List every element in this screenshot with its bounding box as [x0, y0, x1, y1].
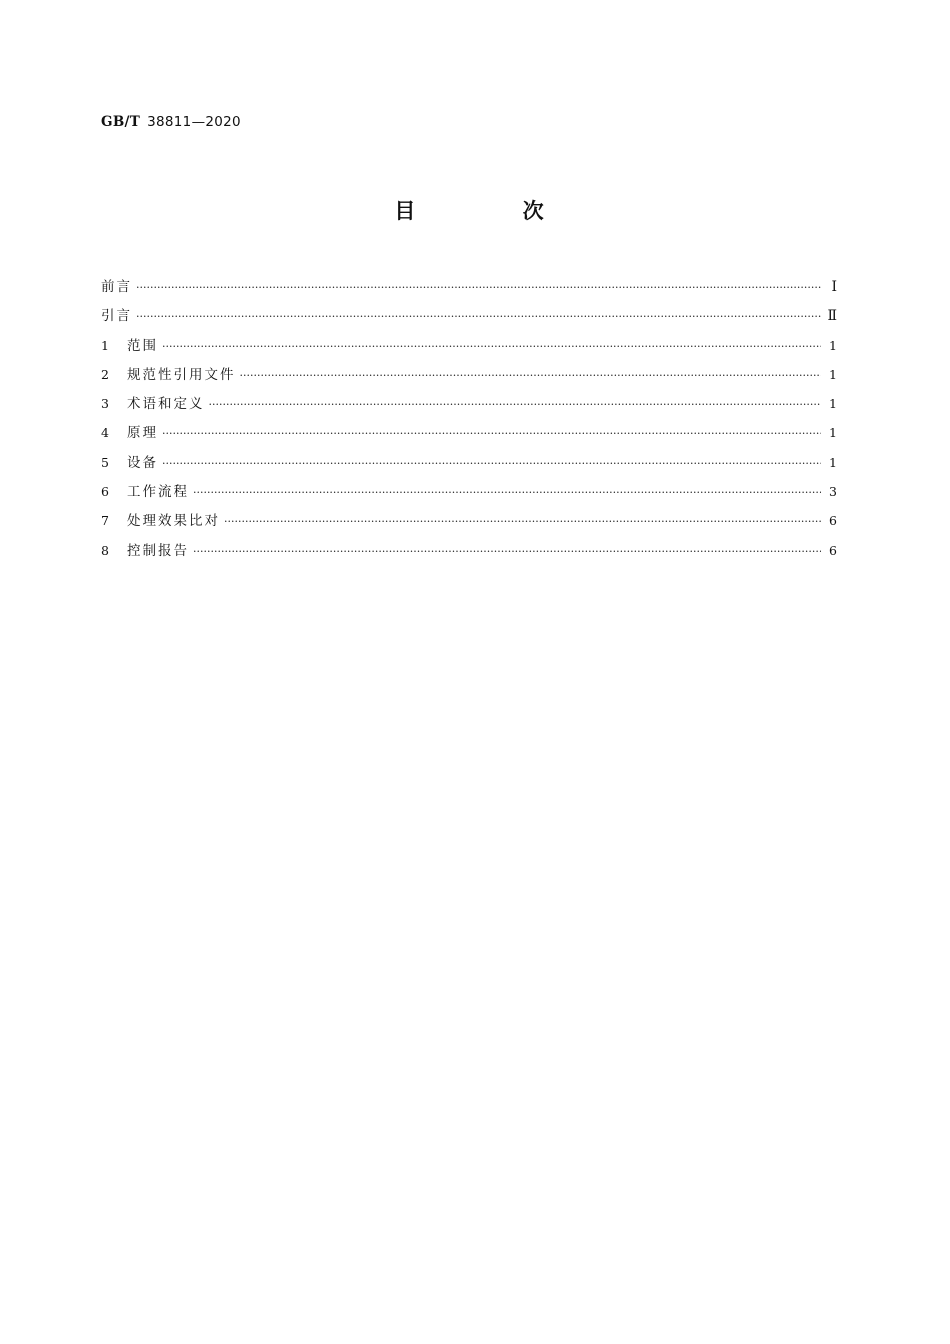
toc-dot-leader: [193, 546, 821, 557]
toc-entry-effect-comparison[interactable]: [101, 509, 837, 538]
toc-entry-label: 术语和定义: [127, 396, 205, 413]
toc-entry-control-report[interactable]: [101, 539, 837, 568]
toc-entry-label: 工作流程: [127, 484, 189, 501]
toc-entry-scope[interactable]: [101, 334, 837, 363]
toc-dot-leader: [136, 282, 821, 293]
toc-entry-label: 范围: [127, 337, 158, 354]
toc-entry-workflow[interactable]: [101, 480, 837, 509]
toc-entry-label: 处理效果比对: [127, 513, 220, 530]
toc-entry-principle[interactable]: [101, 421, 837, 450]
toc-entry-label: 引言: [101, 308, 132, 325]
toc-entry-foreword[interactable]: [101, 275, 837, 304]
toc-page-number: 6: [829, 542, 837, 558]
toc-entry-label: 规范性引用文件: [127, 366, 236, 383]
toc-section-number: 1: [101, 337, 109, 353]
toc-page-number: 3: [829, 484, 837, 500]
toc-entry-label: 控制报告: [127, 542, 189, 559]
toc-page-number: 1: [829, 454, 837, 470]
toc-page-number: 1: [829, 425, 837, 441]
toc-entry-label: 前言: [101, 279, 132, 295]
standard-prefix: GB/T: [101, 114, 141, 130]
toc-dot-leader: [162, 458, 821, 469]
table-of-contents: [101, 275, 837, 568]
toc-section-number: 4: [101, 425, 109, 441]
toc-dot-leader: [162, 428, 821, 439]
toc-page-number: 1: [829, 366, 837, 382]
toc-entry-label: 设备: [127, 454, 158, 471]
toc-section-number: 6: [101, 484, 109, 500]
toc-section-number: 7: [101, 513, 109, 529]
toc-section-number: 5: [101, 454, 109, 470]
toc-dot-leader: [136, 311, 821, 322]
toc-page-number: Ⅰ: [831, 279, 837, 295]
toc-dot-leader: [224, 516, 821, 527]
toc-page-number: 1: [829, 337, 837, 353]
toc-dot-leader: [209, 399, 822, 410]
standard-code: [101, 114, 241, 130]
toc-dot-leader: [162, 341, 821, 352]
toc-section-number: 3: [101, 396, 109, 412]
toc-dot-leader: [193, 487, 821, 498]
toc-page-number: 6: [829, 513, 837, 529]
standard-number: 38811—2020: [147, 114, 241, 130]
toc-entry-equipment[interactable]: [101, 451, 837, 480]
toc-section-number: 8: [101, 542, 109, 558]
toc-title: 目 次: [394, 199, 594, 223]
toc-entry-introduction[interactable]: [101, 304, 837, 333]
toc-entry-label: 原理: [127, 425, 158, 442]
toc-entry-normative-references[interactable]: [101, 363, 837, 392]
toc-page-number: 1: [829, 396, 837, 412]
toc-dot-leader: [240, 370, 822, 381]
toc-page-number: Ⅱ: [827, 308, 837, 325]
toc-section-number: 2: [101, 366, 109, 382]
toc-entry-terms-definitions[interactable]: [101, 392, 837, 421]
